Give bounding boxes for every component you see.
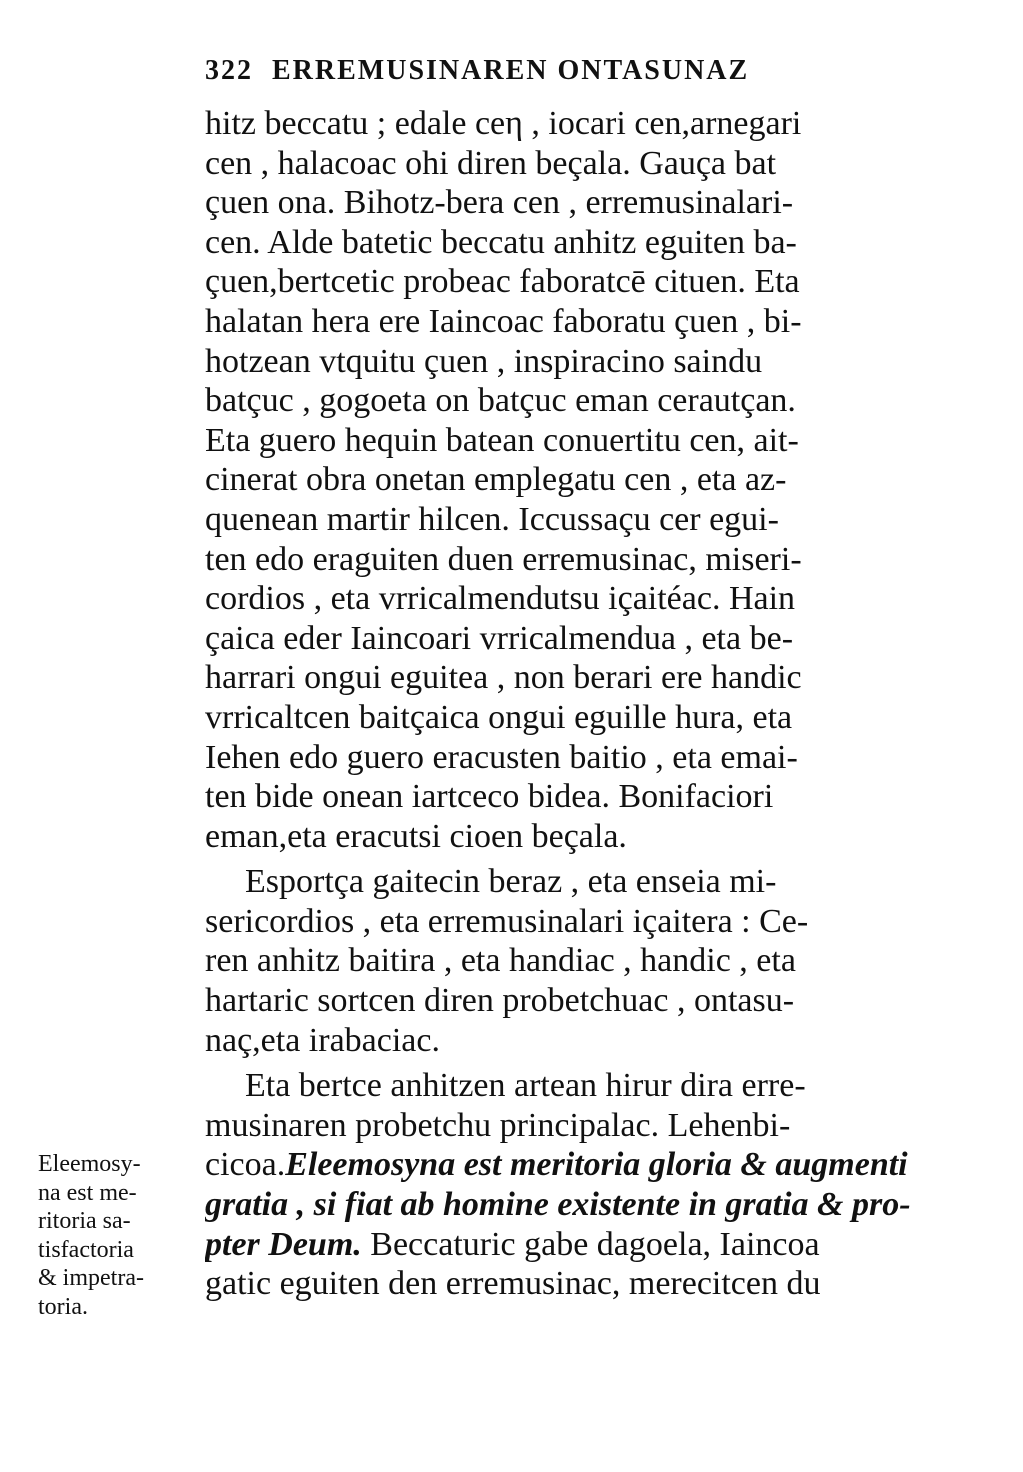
text-line: çuen,bertcetic probeac faboratcē cituen. Eta — [205, 263, 800, 301]
text-line: Esportça gaitecin beraz , eta enseia mi- — [245, 863, 777, 901]
paragraph-1 — [205, 104, 925, 856]
latin-quotation: gratia , si fiat ab homine existente in gratia & pro- — [205, 1186, 911, 1224]
roman-text: cicoa. — [205, 1146, 286, 1184]
margin-note-line: na est me- — [38, 1179, 137, 1206]
text-line: quenean martir hilcen. Iccussaçu cer egui- — [205, 500, 779, 538]
text-line: Eta guero hequin batean conuertitu cen, ait- — [205, 421, 799, 459]
text-line: hotzean vtquitu çuen , inspiracino saindu — [205, 342, 763, 380]
paragraph-2 — [205, 862, 925, 1060]
text-line: naç,eta irabaciac. — [205, 1021, 440, 1059]
text-line: musinaren probetchu principalac. Lehenbi- — [205, 1106, 791, 1144]
latin-quotation: Eleemosyna est meritoria gloria & augmenti — [285, 1146, 908, 1184]
margin-note-line: tisfactoria — [38, 1236, 134, 1263]
text-line: Eta bertce anhitzen artean hirur dira erre- — [245, 1067, 806, 1105]
text-line: cen , halacoac ohi diren beçala. Gauça bat — [205, 144, 777, 182]
text-line: çaica eder Iaincoari vrricalmendua , eta be- — [205, 619, 794, 657]
running-title: ERREMUSINAREN ONTASUNAZ — [272, 55, 750, 86]
roman-text: Beccaturic gabe dagoela, Iaincoa — [361, 1225, 820, 1263]
text-line: vrricaltcen baitçaica ongui eguille hura, eta — [205, 698, 793, 736]
text-line: cordios , eta vrricalmendutsu içaitéac. Hain — [205, 580, 796, 618]
text-line-mixed — [205, 1145, 925, 1185]
margin-note — [38, 1150, 198, 1321]
text-line: harrari ongui eguitea , non berari ere handic — [205, 659, 802, 697]
margin-note-line: toria. — [38, 1293, 88, 1320]
text-line: ten edo eraguiten duen erremusinac, miseri- — [205, 540, 802, 578]
latin-quotation: pter Deum. — [205, 1225, 362, 1263]
text-line: cinerat obra onetan emplegatu cen , eta az- — [205, 461, 787, 499]
page-number: 322 — [205, 55, 253, 86]
margin-note-line: & impetra- — [38, 1265, 144, 1291]
text-line: batçuc , gogoeta on batçuc eman cerautçan. — [205, 382, 796, 420]
text-line-latin — [205, 1185, 925, 1225]
text-line: hitz beccatu ; edale ceη , iocari cen,arnegari — [205, 105, 802, 142]
text-line: çuen ona. Bihotz-bera cen , erremusinalari- — [205, 184, 794, 222]
text-line: hartaric sortcen diren probetchuac , ontasu- — [205, 982, 795, 1020]
paragraph-3 — [205, 1066, 925, 1304]
margin-note-line: Eleemosy- — [38, 1151, 141, 1177]
text-line: eman,eta eracutsi cioen beçala. — [205, 817, 627, 855]
text-line: ten bide onean iartceco bidea. Bonifaciori — [205, 778, 774, 816]
text-line: ren anhitz baitira , eta handiac , handic , eta — [205, 942, 796, 980]
text-line: gatic eguiten den erremusinac, merecitcen du — [205, 1265, 821, 1303]
text-line: halatan hera ere Iaincoac faboratu çuen , bi- — [205, 302, 802, 340]
text-line: cen. Alde batetic beccatu anhitz eguiten ba- — [205, 223, 797, 261]
text-line-mixed — [205, 1225, 925, 1265]
text-line: Iehen edo guero eracusten baitio , eta emai- — [205, 738, 798, 776]
main-text-block — [205, 104, 925, 1304]
running-header — [205, 55, 925, 87]
margin-note-line: ritoria sa- — [38, 1208, 131, 1234]
text-line: sericordios , eta erremusinalari içaitera : Ce- — [205, 902, 809, 940]
